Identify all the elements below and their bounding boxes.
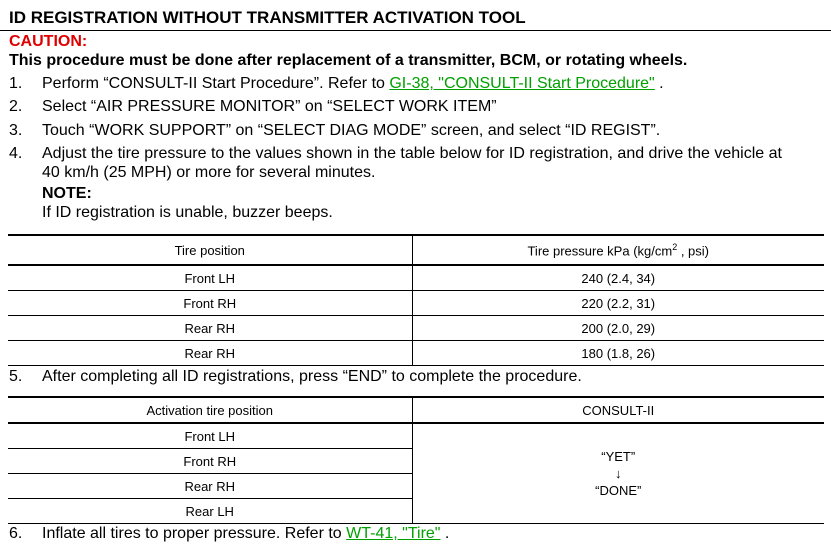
step-text: Touch “WORK SUPPORT” on “SELECT DIAG MODE” screen, and select “ID REGIST”. <box>42 122 661 139</box>
consult-start-procedure-link[interactable]: GI-38, "CONSULT-II Start Procedure" <box>389 75 655 92</box>
note-label: NOTE: <box>42 185 92 202</box>
step-text-tail: . <box>440 525 450 542</box>
activation-position-cell: Front LH <box>8 423 412 449</box>
caution-label: CAUTION: <box>9 33 88 50</box>
activation-position-cell: Rear LH <box>8 499 412 524</box>
step-text-tail: . <box>654 75 664 92</box>
column-header-consult: CONSULT-II <box>412 397 824 423</box>
step-number: 4. <box>9 145 23 162</box>
tire-pressure-cell: 180 (1.8, 26) <box>412 341 824 366</box>
tire-pressure-table <box>8 234 824 366</box>
tire-pressure-cell: 240 (2.4, 34) <box>412 265 824 291</box>
column-header-activation-position: Activation tire position <box>8 397 412 423</box>
note-text: If ID registration is unable, buzzer beeps. <box>42 204 333 221</box>
tire-position-cell: Rear RH <box>8 316 412 341</box>
step-text-line-2: 40 km/h (25 MPH) or more for several minutes. <box>42 164 376 181</box>
step-text: Select “AIR PRESSURE MONITOR” on “SELECT WORK ITEM” <box>42 98 497 115</box>
activation-position-cell: Front RH <box>8 449 412 474</box>
tire-pressure-cell: 200 (2.0, 29) <box>412 316 824 341</box>
activation-table <box>8 396 824 524</box>
step-text: Inflate all tires to proper pressure. Refer to <box>42 525 347 542</box>
title-divider <box>0 30 831 31</box>
arrow-down-icon: ↓ <box>615 466 622 481</box>
table-row <box>8 291 824 316</box>
tire-position-cell: Rear RH <box>8 341 412 366</box>
step-text-line-1: Adjust the tire pressure to the values shown in the table below for ID registration, and drive the vehicle at <box>42 145 782 162</box>
step-text: Perform “CONSULT-II Start Procedure”. Refer to <box>42 75 390 92</box>
status-done: “DONE” <box>595 483 642 498</box>
page-title: ID REGISTRATION WITHOUT TRANSMITTER ACTIVATION TOOL <box>9 8 526 27</box>
table-row <box>8 316 824 341</box>
tire-pressure-cell: 220 (2.2, 31) <box>412 291 824 316</box>
tire-reference-link[interactable]: WT-41, "Tire" <box>346 525 441 542</box>
tire-position-cell: Front RH <box>8 291 412 316</box>
status-yet: “YET” <box>601 449 636 464</box>
table-row <box>8 341 824 366</box>
table-row <box>8 423 824 449</box>
tire-position-cell: Front LH <box>8 265 412 291</box>
step-text: After completing all ID registrations, press “END” to complete the procedure. <box>42 368 582 385</box>
step-number: 3. <box>9 122 23 139</box>
consult-status-cell <box>412 423 824 524</box>
activation-position-cell: Rear RH <box>8 474 412 499</box>
caution-text: This procedure must be done after replacement of a transmitter, BCM, or rotating wheels. <box>9 52 688 69</box>
column-header-tire-position: Tire position <box>8 235 412 265</box>
table-row <box>8 265 824 291</box>
step-number: 1. <box>9 75 23 92</box>
step-number: 2. <box>9 98 23 115</box>
step-number: 6. <box>9 525 23 542</box>
column-header-tire-pressure: Tire pressure kPa ($kg/cm^2$ , psi) <box>412 235 824 265</box>
step-number: 5. <box>9 368 23 385</box>
